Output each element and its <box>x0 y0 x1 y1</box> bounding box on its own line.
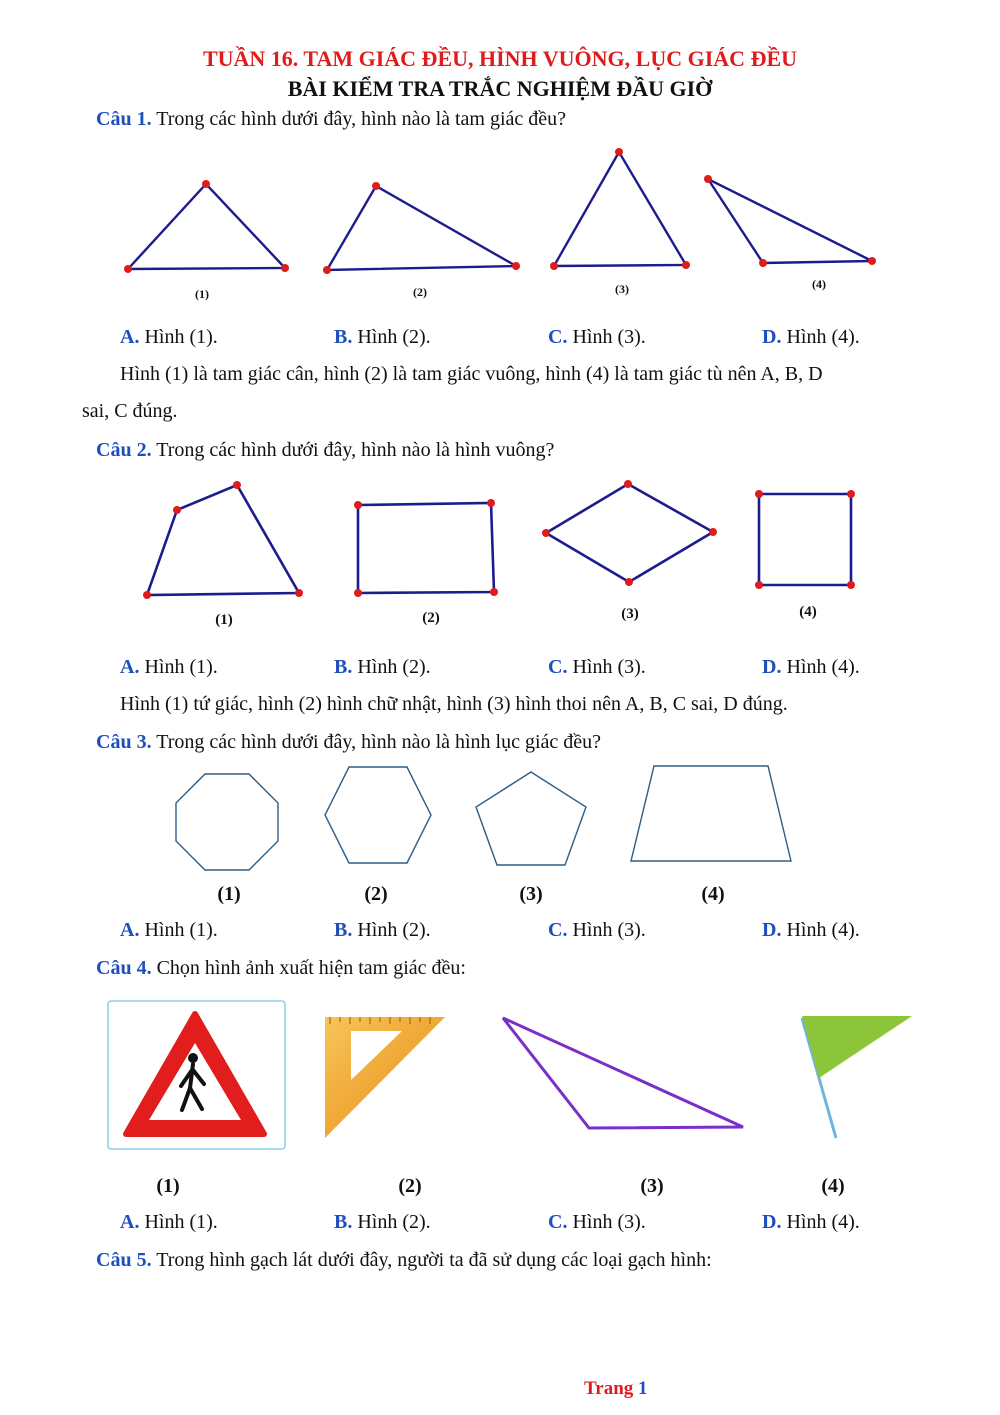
q1-caption-2: (2) <box>413 285 427 299</box>
q4-caption-4: (4) <box>821 1175 845 1197</box>
q4-option-b[interactable]: B. Hình (2). <box>334 1211 431 1233</box>
q3-hexagon-2 <box>325 767 431 863</box>
question-1-text: Trong các hình dưới đây, hình nào là tam giác đều? <box>151 108 567 130</box>
question-4 <box>96 957 466 980</box>
q2-option-b[interactable]: B. Hình (2). <box>334 656 431 678</box>
page-subtitle: BÀI KIỂM TRA TRẮC NGHIỆM ĐẦU GIỜ <box>287 76 713 101</box>
q3-caption-3: (3) <box>519 883 543 905</box>
q2-option-c[interactable]: C. Hình (3). <box>548 656 646 678</box>
question-4-label: Câu 4. <box>96 957 152 979</box>
q2-rhombus-3 <box>546 484 713 582</box>
q4-image-1-sign <box>108 1001 285 1149</box>
question-5-text: Trong hình gạch lát dưới đây, người ta đã sử dụng các loại gạch hình: <box>151 1249 712 1271</box>
page-number-word: Trang <box>584 1378 634 1399</box>
q1-explanation-line-1: Hình (1) là tam giác cân, hình (2) là tam giác vuông, hình (4) là tam giác tù nên A, B, D <box>120 363 823 385</box>
q1-explanation-line-2: sai, C đúng. <box>82 400 178 422</box>
question-5 <box>96 1249 712 1272</box>
q3-option-b[interactable]: B. Hình (2). <box>334 919 431 941</box>
q2-caption-4: (4) <box>799 604 817 620</box>
question-2-label: Câu 2. <box>96 439 152 461</box>
q1-triangle-4 <box>708 179 872 263</box>
q2-explanation: Hình (1) tứ giác, hình (2) hình chữ nhật, hình (3) hình thoi nên A, B, C sai, D đúng. <box>120 693 788 715</box>
q4-image-4-flag <box>802 1016 912 1138</box>
q1-caption-3: (3) <box>615 282 629 296</box>
q1-triangle-3 <box>554 152 686 266</box>
q3-option-c[interactable]: C. Hình (3). <box>548 919 646 941</box>
question-5-label: Câu 5. <box>96 1249 152 1271</box>
q3-pentagon-3 <box>476 772 586 865</box>
q2-square-4 <box>759 494 851 585</box>
question-1-label: Câu 1. <box>96 108 152 130</box>
q4-caption-1: (1) <box>156 1175 180 1197</box>
q1-caption-4: (4) <box>812 277 826 291</box>
q2-rectangle-2 <box>358 503 494 593</box>
q1-caption-1: (1) <box>195 287 209 301</box>
q1-option-d[interactable]: D. Hình (4). <box>762 326 860 348</box>
q1-triangle-2 <box>327 186 516 270</box>
q3-caption-1: (1) <box>217 883 241 905</box>
page-number-value: 1 <box>638 1378 648 1399</box>
q1-option-a[interactable]: A. Hình (1). <box>120 326 218 348</box>
page-number <box>584 1378 648 1400</box>
q2-option-d[interactable]: D. Hình (4). <box>762 656 860 678</box>
q4-caption-3: (3) <box>640 1175 664 1197</box>
q1-triangle-1 <box>128 184 285 269</box>
q2-caption-1: (1) <box>215 612 233 628</box>
question-3 <box>96 731 601 754</box>
q3-octagon-1 <box>176 774 278 870</box>
q4-option-d[interactable]: D. Hình (4). <box>762 1211 860 1233</box>
question-2 <box>96 439 554 462</box>
question-3-label: Câu 3. <box>96 731 152 753</box>
q4-option-a[interactable]: A. Hình (1). <box>120 1211 218 1233</box>
q4-option-c[interactable]: C. Hình (3). <box>548 1211 646 1233</box>
page-title: TUẦN 16. TAM GIÁC ĐỀU, HÌNH VUÔNG, LỤC GIÁC ĐỀU <box>202 46 798 71</box>
question-1 <box>96 108 566 131</box>
question-4-text: Chọn hình ảnh xuất hiện tam giác đều: <box>151 957 466 979</box>
q3-caption-2: (2) <box>364 883 388 905</box>
q4-caption-2: (2) <box>398 1175 422 1197</box>
q3-trapezoid-4 <box>631 766 791 861</box>
q2-quadrilateral-1 <box>147 485 299 595</box>
q1-option-c[interactable]: C. Hình (3). <box>548 326 646 348</box>
q2-caption-3: (3) <box>621 606 639 622</box>
question-3-text: Trong các hình dưới đây, hình nào là hình lục giác đều? <box>151 731 602 753</box>
question-2-text: Trong các hình dưới đây, hình nào là hình vuông? <box>151 439 555 461</box>
q2-caption-2: (2) <box>422 610 440 626</box>
q4-image-2-set-square <box>325 1017 445 1138</box>
q3-option-d[interactable]: D. Hình (4). <box>762 919 860 941</box>
q3-option-a[interactable]: A. Hình (1). <box>120 919 218 941</box>
q4-image-3-obtuse-triangle <box>503 1018 743 1128</box>
q2-option-a[interactable]: A. Hình (1). <box>120 656 218 678</box>
q3-caption-4: (4) <box>701 883 725 905</box>
q1-option-b[interactable]: B. Hình (2). <box>334 326 431 348</box>
